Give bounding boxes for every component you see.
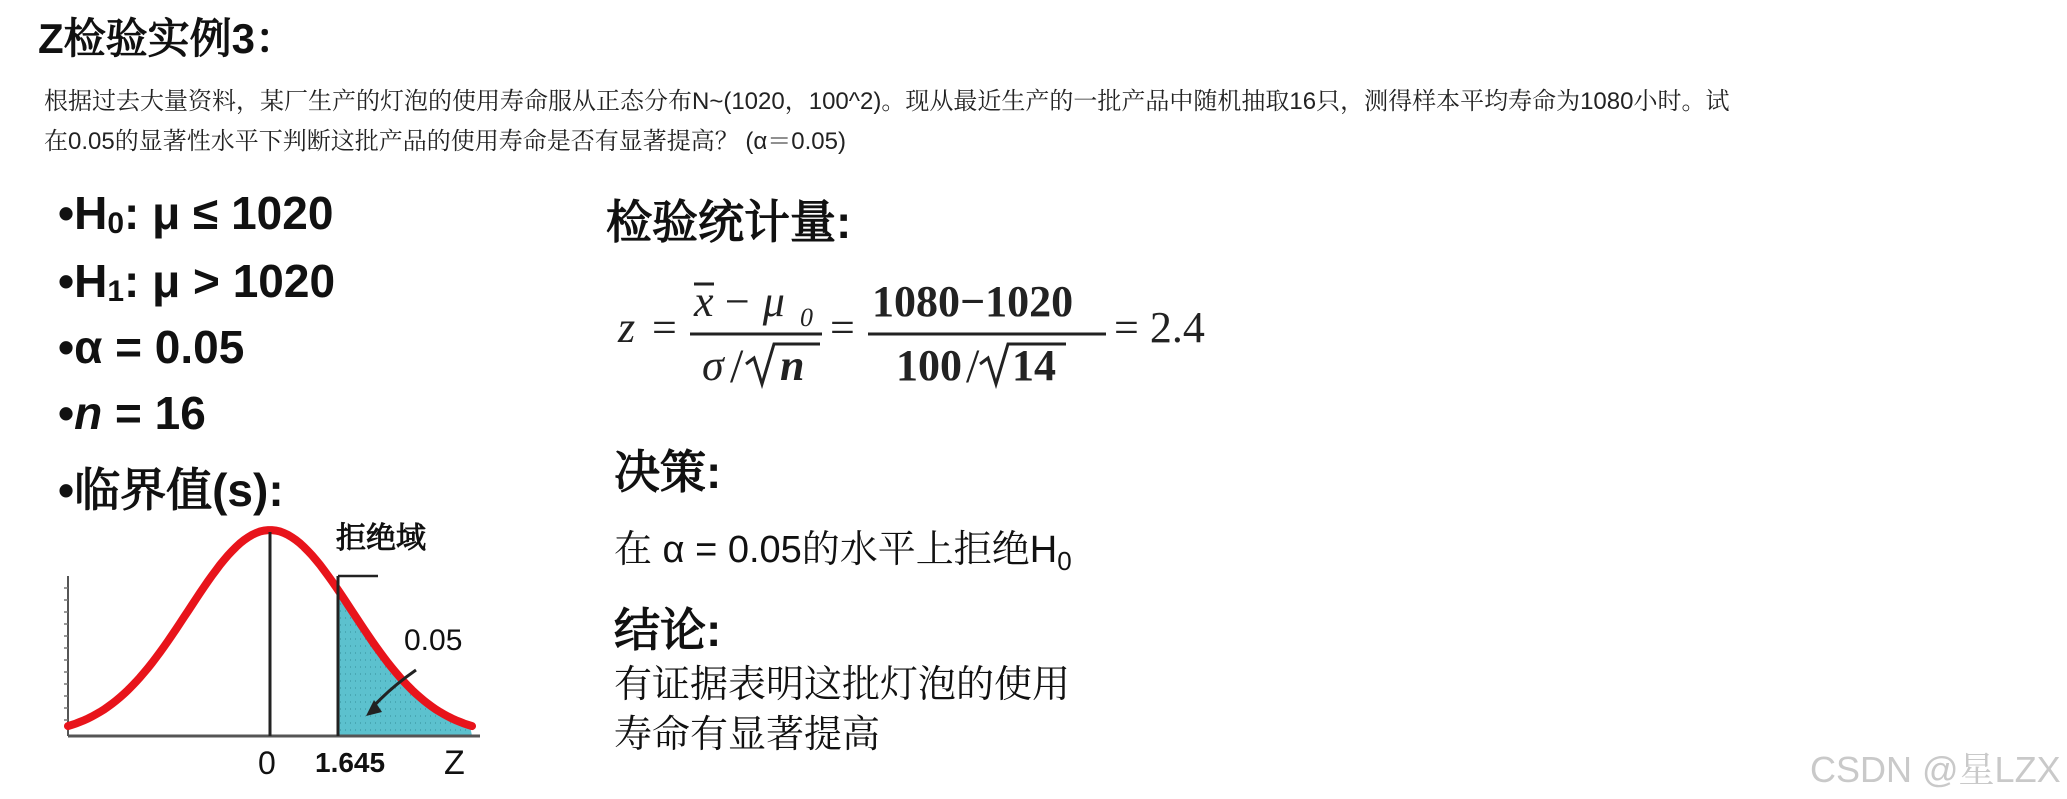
n-variable: n	[74, 387, 103, 439]
critical-item: •临界值(s):	[58, 464, 284, 516]
problem-line-2: 在0.05的显著性水平下判断这批产品的使用寿命是否有显著提高？ (α＝0.05)	[44, 128, 846, 155]
conclusion-line-2: 寿命有显著提高	[614, 714, 881, 756]
x-axis-label: Z	[444, 744, 465, 780]
problem-line-1: 根据过去大量资料，某厂生产的灯泡的使用寿命服从正态分布N~(1020，100^2)。现从最近生产的一批产品中随机抽取16只，测得样本平均寿命为1080小时。试	[44, 88, 1730, 115]
conclusion-line-1: 有证据表明这批灯泡的使用	[614, 664, 1071, 706]
decision-subscript: 0	[1057, 546, 1072, 576]
formula-sigma: σ	[702, 341, 724, 390]
formula-mu-subscript: 0	[800, 303, 813, 332]
alpha-text: α = 0.05	[74, 321, 245, 373]
page-title: Z检验实例3：	[38, 15, 298, 62]
n-item: •n = 16	[58, 387, 206, 439]
formula-minus-mu: − μ	[722, 277, 785, 326]
rejection-region-label: 拒绝域	[336, 522, 426, 555]
formula-xbar: x	[694, 277, 714, 326]
h0-rest: : μ ≤ 1020	[124, 187, 334, 239]
formula-den-14: 14	[1012, 341, 1056, 390]
formula-result: = 2.4	[1114, 303, 1205, 352]
tick-label-zero: 0	[258, 745, 276, 780]
h0-subscript: 0	[107, 207, 125, 240]
formula-equals-1: =	[652, 303, 677, 352]
h1-label: H	[74, 255, 108, 307]
tick-label-critical: 1.645	[315, 747, 386, 778]
formula-n: n	[780, 341, 805, 390]
z-statistic-formula	[610, 252, 1250, 402]
h0-label: H	[74, 187, 108, 239]
conclusion-heading: 结论:	[614, 604, 722, 656]
decision-text	[614, 518, 1072, 576]
h1-item: •H1: μ > 1020	[58, 255, 336, 308]
problem-statement	[44, 82, 1729, 162]
area-value-label: 0.05	[404, 624, 463, 657]
formula-slash-2: /	[966, 340, 980, 393]
rejection-region-chart	[60, 518, 490, 780]
h1-rest: : μ > 1020	[124, 255, 336, 307]
critical-label: 临界值(s):	[74, 464, 284, 516]
watermark: CSDN @星LZX	[1810, 749, 2061, 790]
decision-heading: 决策:	[614, 446, 722, 498]
decision-statement: 在 α = 0.05的水平上拒绝H	[614, 529, 1058, 571]
formula-numerator: 1080−1020	[872, 277, 1074, 326]
test-statistic-heading: 检验统计量:	[606, 196, 852, 248]
conclusion-text	[614, 660, 1070, 760]
h0-item: •H0: μ ≤ 1020	[58, 187, 334, 240]
h1-subscript: 1	[107, 275, 125, 308]
formula-slash-1: /	[730, 340, 744, 393]
alpha-item: •α = 0.05	[58, 321, 245, 373]
formula-den-100: 100	[896, 341, 962, 390]
n-value: = 16	[102, 387, 206, 439]
formula-z: z	[618, 303, 636, 352]
formula-equals-2: =	[830, 303, 855, 352]
